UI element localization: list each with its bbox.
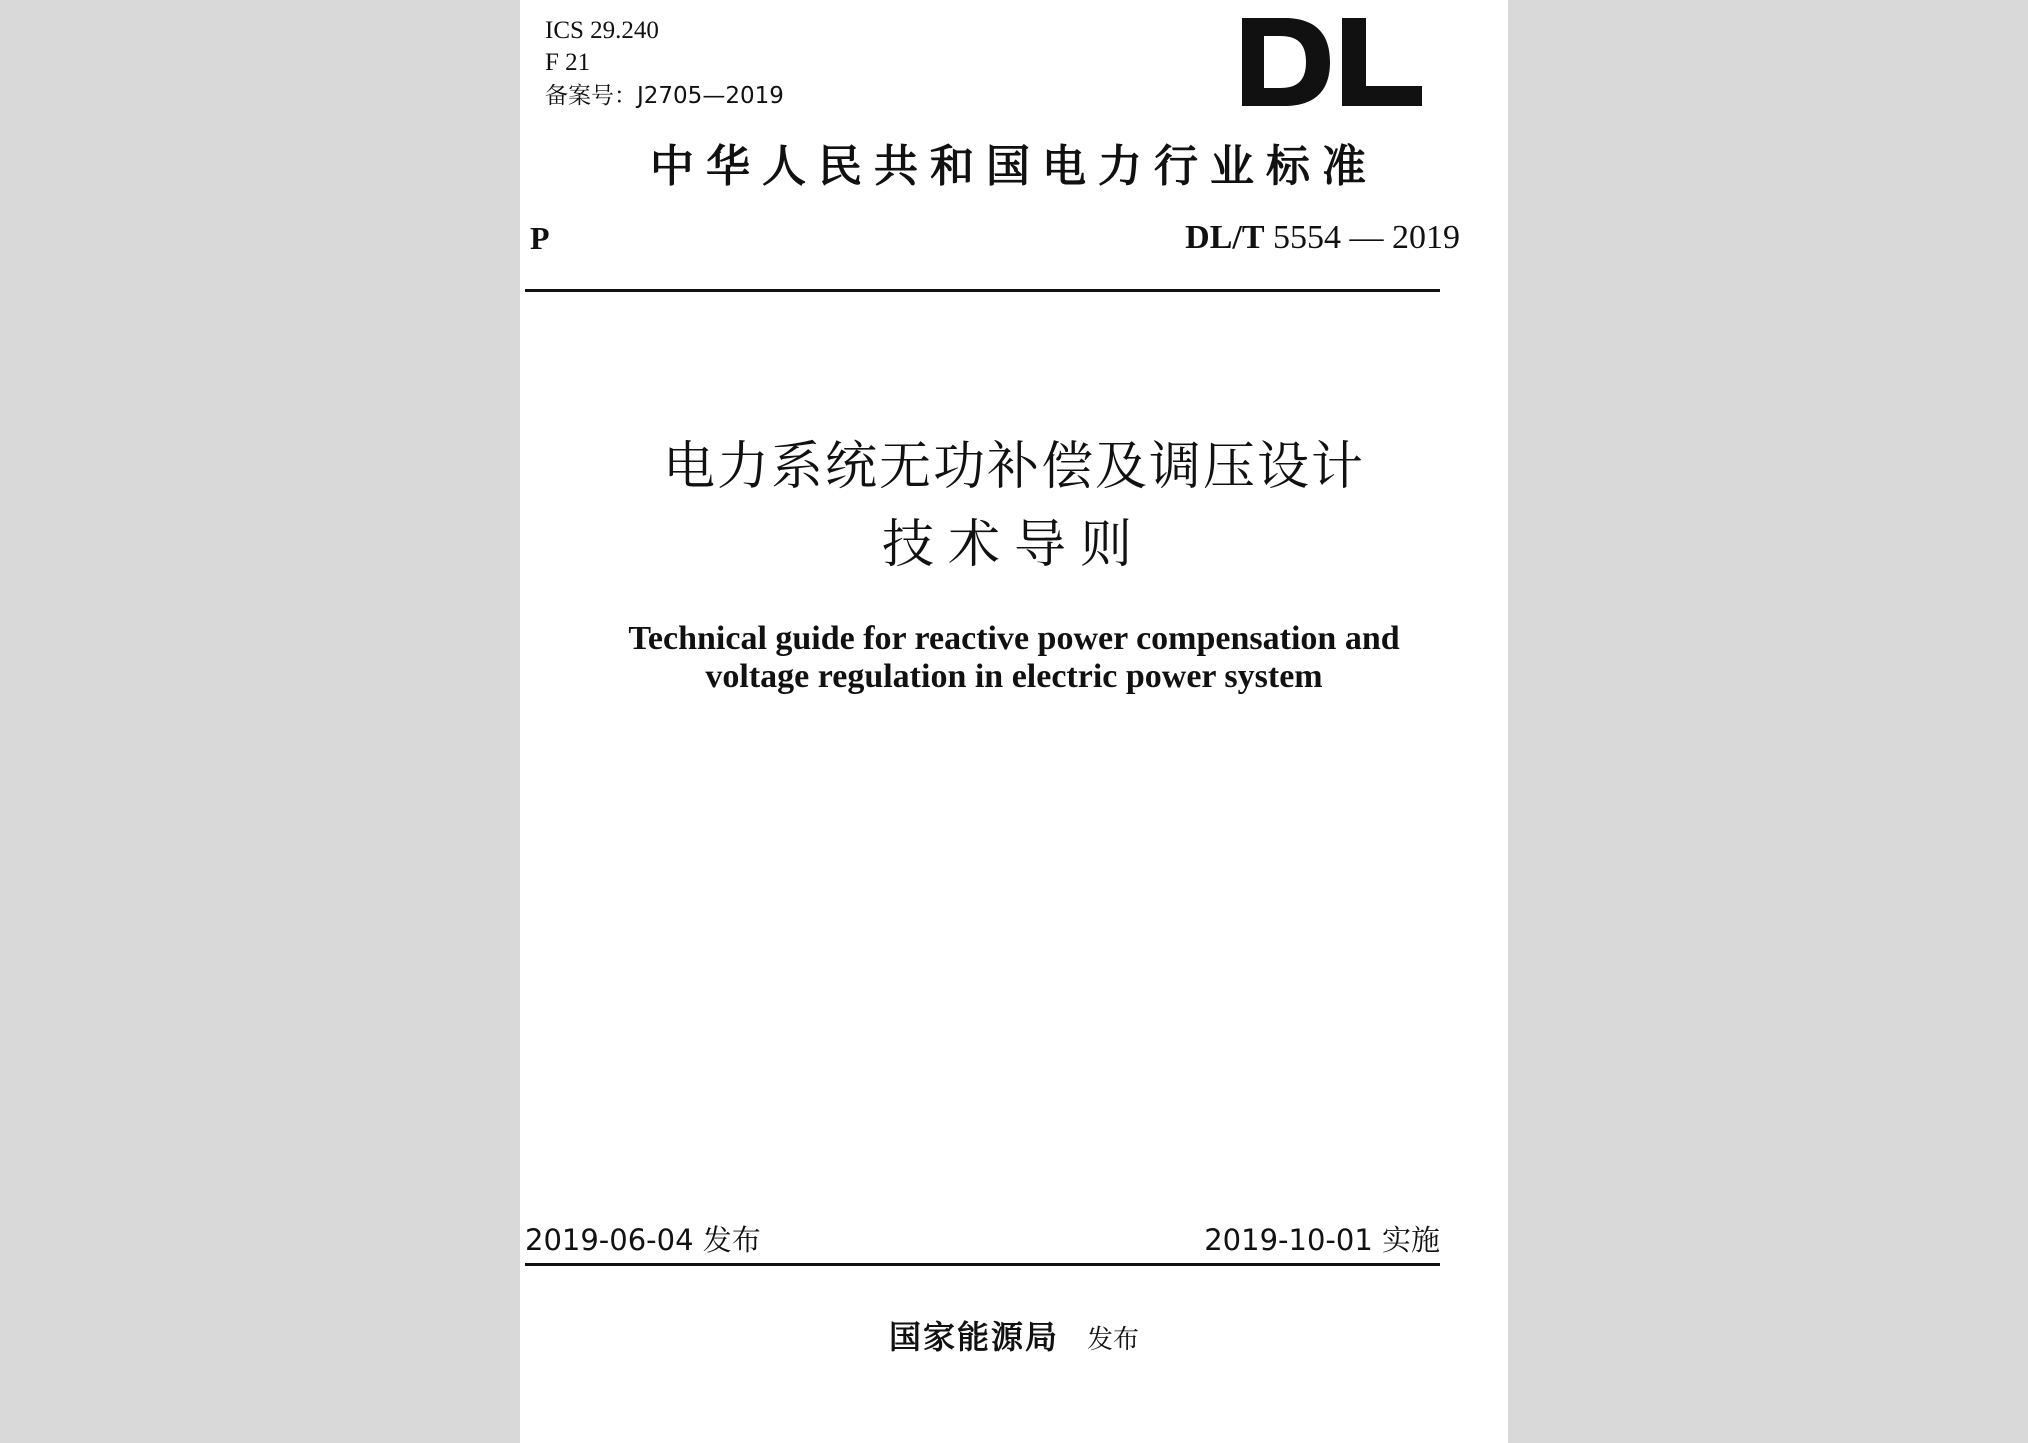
document-page xyxy=(520,0,1508,1443)
publisher xyxy=(520,1315,1508,1365)
dl-logo-letter-l xyxy=(1342,18,1422,106)
industry-standard-title: 中华人民共和国电力行业标准 xyxy=(650,141,1378,192)
issue-date: 2019-06-04 发布 xyxy=(525,1223,761,1257)
publisher-action: 发布 xyxy=(1087,1325,1140,1355)
record-number: 备案号：J2705—2019 xyxy=(545,83,784,109)
header-divider xyxy=(525,289,1440,292)
ccs-code: F 21 xyxy=(545,49,591,76)
classification-letter: P xyxy=(530,220,550,256)
standard-number xyxy=(1185,218,1460,258)
english-title-line-1: Technical guide for reactive power compensation and xyxy=(628,620,1400,657)
english-title-line-2: voltage regulation in electric power system xyxy=(705,658,1323,695)
standard-number-value: 5554 — 2019 xyxy=(1273,219,1460,256)
dl-logo-letter-d xyxy=(1242,18,1330,106)
footer-divider xyxy=(525,1263,1440,1266)
chinese-title-line-2: 技术导则 xyxy=(881,515,1146,575)
implementation-date: 2019-10-01 实施 xyxy=(1204,1223,1440,1257)
publisher-name: 国家能源局 xyxy=(888,1318,1059,1356)
standard-number-prefix: DL/T xyxy=(1185,219,1265,256)
dl-logo xyxy=(1242,18,1422,106)
ics-code: ICS 29.240 xyxy=(545,17,659,44)
chinese-title-line-1: 电力系统无功补偿及调压设计 xyxy=(662,437,1365,497)
